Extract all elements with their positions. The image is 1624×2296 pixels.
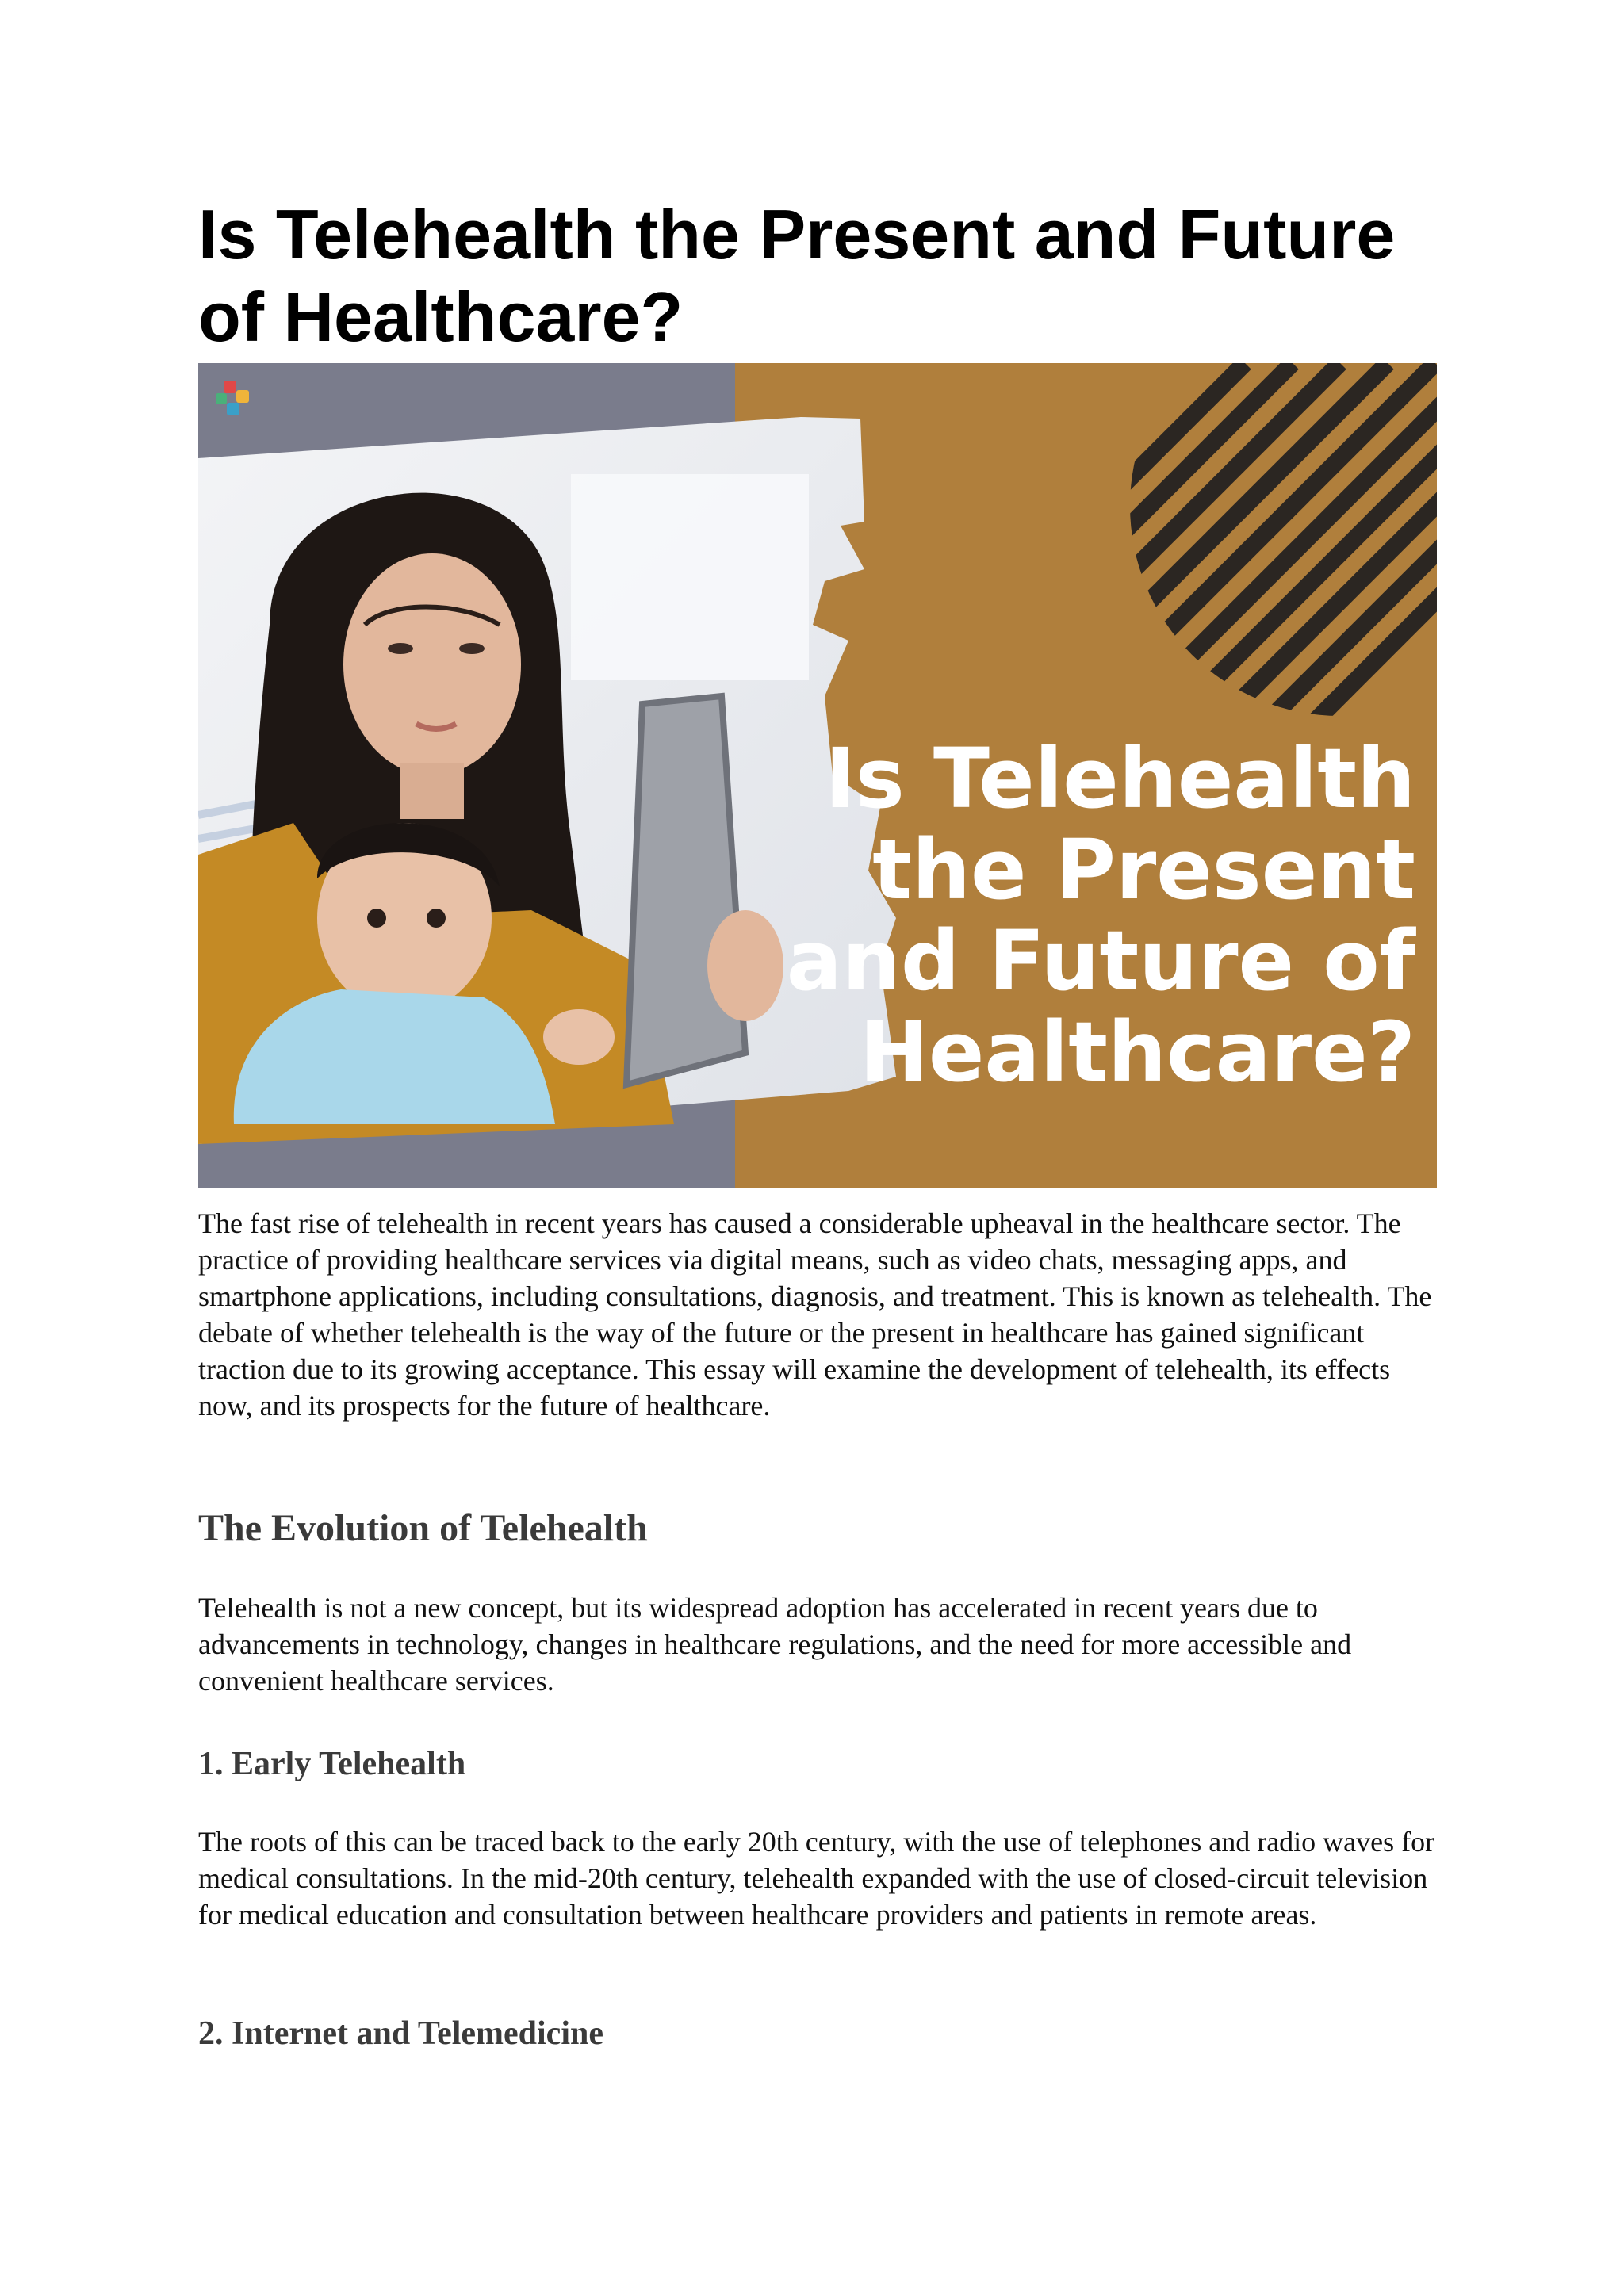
subsection-heading: 1. Early Telehealth: [198, 1746, 466, 1782]
banner-text-line: Is Telehealth: [825, 730, 1415, 827]
article-title: Is Telehealth the Present and Future of Healthcare?: [198, 195, 1396, 356]
hero-image: [198, 363, 1437, 1188]
person-face: [343, 553, 521, 775]
section-heading: The Evolution of Telehealth: [198, 1507, 648, 1549]
tablet-device: [626, 696, 745, 1085]
banner-text-line: the Present: [872, 821, 1415, 918]
section-paragraph: Telehealth is not a new concept, but its widespread adoption has accelerated in recent years due to advancements in technology, changes in healthcare regulations, and the need for more accessible and convenient healthcare services.: [198, 1592, 1352, 1697]
subsection-paragraph: The roots of this can be traced back to the early 20th century, with the use of telephones and radio waves for medical consultations. In the mid-20th century, telehealth expanded with the use of closed-circuit television for medical education and consultation between healthcare providers and patients in remote areas.: [198, 1826, 1435, 1931]
intro-paragraph: The fast rise of telehealth in recent years has caused a considerable upheaval in the healthcare sector. The practice of providing healthcare services via digital means, such as video chats, messaging apps, and smartphone applications, including consultations, diagnosis, and treatment. This is known as telehealth. The debate of whether telehealth is the way of the future or the present in healthcare has gained significant traction due to its growing acceptance. This essay will examine the development of telehealth, its effects now, and its prospects for the future of healthcare.: [198, 1207, 1432, 1422]
subsection-heading: 2. Internet and Telemedicine: [198, 2015, 603, 2052]
banner-text-line: and Future of: [786, 913, 1415, 1009]
banner-text-line: Healthcare?: [859, 1004, 1415, 1100]
